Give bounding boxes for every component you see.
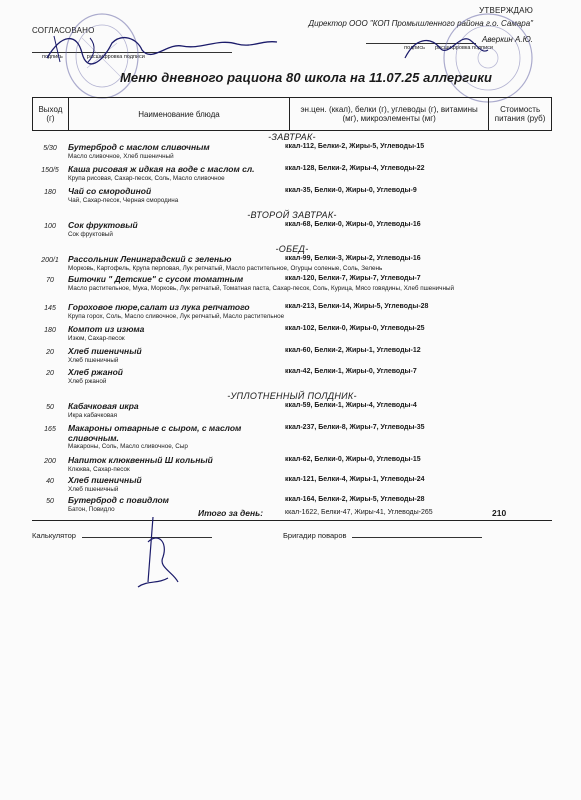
table-row	[32, 165, 552, 187]
table-row	[32, 221, 552, 243]
calculator-signature-line	[82, 530, 212, 538]
approved-label: СОГЛАСОВАНО	[32, 26, 95, 35]
footer-calculator	[32, 530, 212, 540]
row-output: 150/5	[41, 167, 59, 174]
row-output: 145	[44, 305, 56, 312]
row-nutrition: ккал-112, Белки-2, Жиры-5, Углеводы-15	[285, 143, 425, 150]
table-row	[32, 255, 552, 275]
section-header: -ВТОРОЙ ЗАВТРАК-	[247, 210, 337, 220]
decode-caption: расшифровка подписи	[434, 45, 493, 51]
row-dish: Компот из изюма	[68, 324, 145, 334]
row-nutrition: ккал-121, Белки-4, Жиры-1, Углеводы-24	[285, 476, 425, 483]
table-header	[32, 97, 552, 131]
row-nutrition: ккал-102, Белки-0, Жиры-0, Углеводы-25	[285, 325, 425, 332]
row-output: 70	[46, 277, 54, 284]
total-row	[32, 505, 552, 520]
row-dish: Сок фруктовый	[68, 220, 138, 230]
footer-cook	[283, 530, 482, 540]
signature-line-left	[32, 39, 232, 53]
table-row	[32, 303, 552, 325]
row-output: 20	[46, 370, 54, 377]
signature-line-right	[366, 34, 476, 44]
row-dish: Каша рисовая ж идкая на воде с маслом сл.	[68, 164, 255, 174]
row-ingredients: Изюм, Сахар-песок	[68, 334, 125, 342]
row-nutrition: ккал-35, Белки-0, Жиры-0, Углеводы-9	[285, 187, 417, 194]
table-row	[32, 424, 552, 456]
signature-caption: подпись	[404, 45, 425, 51]
row-dish: Бутерброд с маслом сливочным	[68, 142, 210, 152]
table-row	[32, 368, 552, 390]
row-nutrition: ккал-164, Белки-2, Жиры-5, Углеводы-28	[285, 496, 425, 503]
row-dish: Рассольник Ленинградский с зеленью	[68, 254, 232, 264]
row-output: 100	[44, 223, 56, 230]
table-row	[32, 402, 552, 424]
row-ingredients: Хлеб пшеничный	[68, 356, 119, 364]
row-dish: Биточки " Детские" с сусом томатным	[68, 274, 244, 284]
row-ingredients: Крупа рисовая, Сахар-песок, Соль, Масло сливочное	[68, 174, 225, 182]
table-row	[32, 143, 552, 165]
total-cost: 210	[492, 508, 507, 518]
row-output: 180	[44, 189, 56, 196]
row-ingredients: Хлеб пшеничный	[68, 485, 119, 493]
row-nutrition: ккал-60, Белки-2, Жиры-1, Углеводы-12	[285, 347, 421, 354]
row-ingredients: Масло растительное, Мука, Морковь, Лук репчатый, Томатная паста, Сахар-песок, Соль, Курица, Мясо говядины, Хлеб пшеничный	[68, 284, 454, 292]
row-nutrition: ккал-68, Белки-0, Жиры-0, Углеводы-16	[285, 221, 421, 228]
table-row	[32, 325, 552, 347]
row-nutrition: ккал-62, Белки-0, Жиры-0, Углеводы-15	[285, 456, 421, 463]
approval-block-right	[268, 6, 533, 51]
section-header: -ОБЕД-	[275, 244, 309, 254]
section-header: -ЗАВТРАК-	[268, 132, 316, 142]
table-row	[32, 456, 552, 476]
approve-label: УТВЕРЖДАЮ	[479, 6, 533, 15]
row-ingredients: Хлеб ржаной	[68, 377, 107, 385]
row-output: 200	[44, 458, 56, 465]
row-nutrition: ккал-128, Белки-2, Жиры-4, Углеводы-22	[285, 165, 425, 172]
row-ingredients: Икра кабачковая	[68, 411, 118, 419]
director-title: Директор ООО "КОП Промышленного района г.о. Самара"	[308, 19, 533, 28]
row-nutrition: ккал-99, Белки-3, Жиры-2, Углеводы-16	[285, 255, 421, 262]
row-ingredients: Батон, Повидло	[68, 505, 115, 513]
cook-signature-line	[352, 530, 482, 538]
row-dish: Чай со смородиной	[68, 186, 152, 196]
table-row	[32, 476, 552, 496]
table-row	[32, 275, 552, 303]
row-nutrition: ккал-213, Белки-14, Жиры-5, Углеводы-28	[285, 303, 429, 310]
row-nutrition: ккал-237, Белки-8, Жиры-7, Углеводы-35	[285, 424, 425, 431]
row-ingredients: Сок фруктовый	[68, 230, 113, 238]
row-dish: Хлеб пшеничный	[68, 346, 142, 356]
row-dish: Бутерброд с повидлом	[68, 495, 169, 505]
total-divider	[32, 520, 552, 521]
row-dish: Хлеб пшеничный	[68, 475, 142, 485]
col-name-header: Наименование блюда	[69, 98, 290, 130]
row-output: 200/1	[41, 257, 59, 264]
row-nutrition: ккал-120, Белки-7, Жиры-7, Углеводы-7	[285, 275, 421, 282]
row-ingredients: Макароны, Соль, Масло сливочное, Сыр	[68, 443, 188, 450]
menu-rows	[32, 131, 552, 516]
col-output-header: Выход (г)	[33, 98, 69, 130]
row-dish: Гороховое пюре,салат из лука репчатого	[68, 302, 250, 312]
director-name: Аверкин А.Ю.	[481, 35, 533, 44]
row-ingredients: Чай, Сахар-песок, Черная смородина	[68, 196, 179, 204]
row-dish: Напиток клюквенный Ш кольный	[68, 455, 213, 465]
total-label: Итого за день:	[198, 508, 264, 518]
row-ingredients: Крупа горох, Соль, Масло сливочное, Лук репчатый, Масло растительное	[68, 312, 285, 320]
table-row	[32, 187, 552, 209]
section-header: -УПЛОТНЕННЫЙ ПОЛДНИК-	[227, 391, 357, 401]
col-cost-header: Стоимость питания (руб)	[494, 105, 546, 123]
calculator-label: Калькулятор	[32, 531, 76, 540]
total-value: ккал-1622, Белки-47, Жиры-41, Углеводы-265	[285, 509, 433, 516]
col-nutrition-header: эн.цен. (ккал), белки (г), углеводы (г), витамины (мг), микроэлементы (мг)	[290, 98, 489, 130]
row-output: 50	[46, 404, 54, 411]
row-output: 50	[46, 498, 54, 505]
row-output: 165	[44, 426, 56, 433]
row-ingredients: Морковь, Картофель, Крупа перловая, Лук репчатый, Масло растительное, Огурцы соленые, Соль, Зелень	[68, 264, 383, 272]
signature-caption: подпись	[42, 54, 63, 60]
table-row	[32, 347, 552, 368]
page-title: Меню дневного рациона 80 школа на 11.07.25 аллергики	[120, 70, 493, 85]
row-output: 180	[44, 327, 56, 334]
row-nutrition: ккал-42, Белки-1, Жиры-0, Углеводы-7	[285, 368, 417, 375]
row-output: 40	[46, 478, 54, 485]
row-dish: Кабачковая икра	[68, 401, 139, 411]
decode-caption: расшифровка подписи	[86, 54, 145, 60]
row-output: 20	[46, 349, 54, 356]
approval-block-left	[32, 26, 232, 60]
row-ingredients: Клюква, Сахар-песок	[68, 465, 130, 473]
cook-label: Бригадир поваров	[283, 531, 347, 540]
row-dish: Хлеб ржаной	[68, 367, 123, 377]
row-dish: Макароны отварные с сыром, с маслом сливочным.	[68, 423, 242, 443]
row-nutrition: ккал-59, Белки-1, Жиры-4, Углеводы-4	[285, 402, 417, 409]
row-output: 5/30	[43, 145, 57, 152]
footer-signature-icon	[118, 512, 188, 592]
row-ingredients: Масло сливочное, Хлеб пшеничный	[68, 152, 174, 160]
